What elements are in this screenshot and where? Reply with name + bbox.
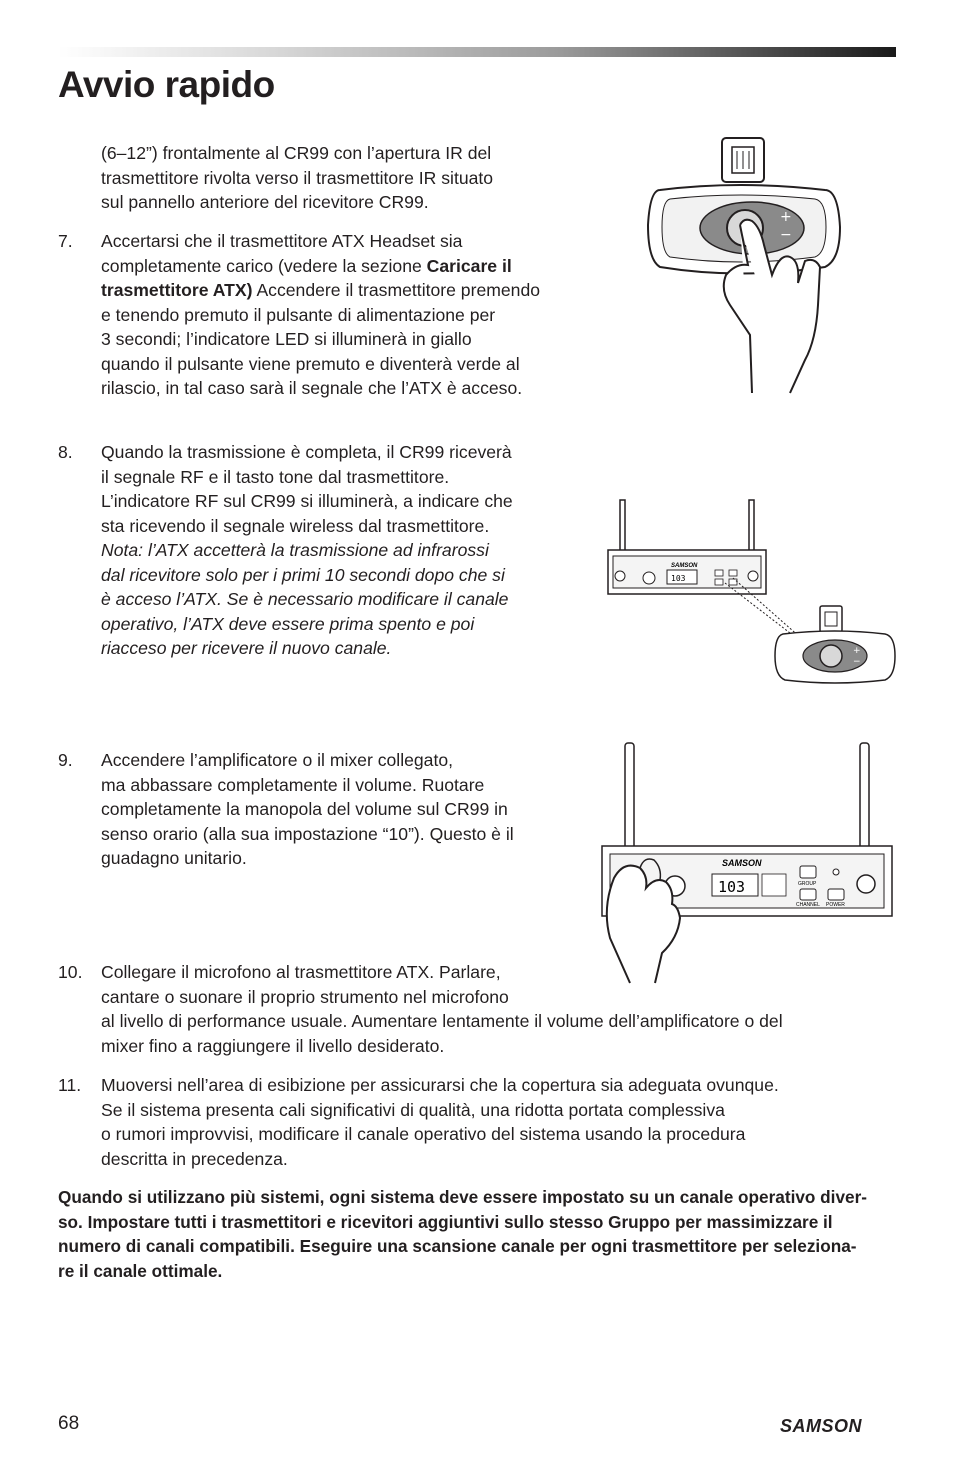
step-number: 10. xyxy=(58,962,83,982)
group-label: GROUP xyxy=(798,881,817,887)
step-line: L’indicatore RF sul CR99 si illuminerà, a indicare che xyxy=(101,491,513,511)
note-line: operativo, l’ATX deve essere prima spento e poi xyxy=(101,613,475,634)
receiver-volume-illustration xyxy=(600,738,900,988)
closing-line: numero di canali compatibili. Eseguire una scansione canale per ogni trasmettitore per seleziona- xyxy=(58,1236,857,1256)
intro-line: trasmettitore rivolta verso il trasmettitore IR situato xyxy=(101,167,494,188)
closing-line: Quando si utilizzano più sistemi, ogni sistema deve essere impostato su un canale operativo diver- xyxy=(58,1187,867,1207)
section-reference: trasmettitore ATX) xyxy=(101,280,253,300)
step-line: descritta in precedenza. xyxy=(101,1148,288,1169)
step-line: Accertarsi che il trasmettitore ATX Headset sia xyxy=(101,231,463,251)
intro-line: (6–12”) frontalmente al CR99 con l’apertura IR del xyxy=(101,143,492,163)
svg-text:−: − xyxy=(780,227,792,243)
step-line: Quando la trasmissione è completa, il CR99 riceverà xyxy=(101,442,512,462)
step-line: Accendere l’amplificatore o il mixer collegato, xyxy=(101,750,454,770)
note-line: è acceso l’ATX. Se è necessario modificare il canale xyxy=(101,589,509,609)
channel-label: CHANNEL xyxy=(796,902,820,908)
step-line: Se il sistema presenta cali significativi di qualità, una ridotta portata complessiva xyxy=(101,1099,725,1120)
step-line: il segnale RF e il tasto tone dal trasmettitore. xyxy=(101,466,450,487)
closing-line: re il canale ottimale. xyxy=(58,1260,223,1281)
note-line: riacceso per ricevere il nuovo canale. xyxy=(101,638,392,658)
step-text: completamente carico (vedere la sezione xyxy=(101,255,427,276)
step-text: Accendere il trasmettitore premendo xyxy=(252,280,541,300)
step-line xyxy=(101,254,512,279)
receiver-display: 103 xyxy=(718,878,746,896)
step-line: mixer fino a raggiungere il livello desiderato. xyxy=(101,1035,445,1056)
closing-line: so. Impostare tutti i trasmettitori e ricevitori aggiuntivi sullo stesso Gruppo per massimizzare il xyxy=(58,1211,833,1232)
transmitter-power-illustration xyxy=(640,135,850,395)
svg-text:−: − xyxy=(853,657,861,667)
note-line: dal ricevitore solo per i primi 10 secondi dopo che si xyxy=(101,564,505,585)
step-line: Collegare il microfono al trasmettitore ATX. Parlare, xyxy=(101,962,501,982)
step-line: sta ricevendo il segnale wireless dal trasmettitore. xyxy=(101,515,490,536)
step-line: e tenendo premuto il pulsante di alimentazione per xyxy=(101,304,496,325)
power-label: POWER xyxy=(826,902,845,908)
page-title: Avvio rapido xyxy=(58,64,275,105)
step-line: Muoversi nell’area di esibizione per assicurarsi che la copertura sia adeguata ovunque. xyxy=(101,1075,779,1095)
page-number: 68 xyxy=(58,1413,80,1434)
svg-text:+: + xyxy=(853,646,861,656)
receiver-brand: SAMSON xyxy=(722,858,762,868)
step-number: 11. xyxy=(58,1075,82,1095)
intro-line: sul pannello anteriore del ricevitore CR99. xyxy=(101,192,429,212)
section-reference: Caricare il xyxy=(426,255,512,276)
header-gradient-bar xyxy=(58,47,896,57)
step-line: rilascio, in tal caso sarà il segnale che l’ATX è acceso. xyxy=(101,378,523,398)
step-line: completamente la manopola del volume sul CR99 in xyxy=(101,799,508,819)
step-line: 3 secondi; l’indicatore LED si illuminerà in giallo xyxy=(101,329,472,349)
receiver-display: 103 xyxy=(671,574,686,583)
svg-text:SAMSON: SAMSON xyxy=(780,1416,863,1436)
step-line xyxy=(101,278,540,303)
receiver-brand: SAMSON xyxy=(671,563,698,569)
step-line: o rumori improvvisi, modificare il canale operativo del sistema usando la procedura xyxy=(101,1124,746,1144)
step-number: 9. xyxy=(58,750,73,770)
step-line: ma abbassare completamente il volume. Ruotare xyxy=(101,774,485,795)
step-line: guadagno unitario. xyxy=(101,848,247,868)
step-line: quando il pulsante viene premuto e diventerà verde al xyxy=(101,353,520,374)
receiver-transmitter-illustration xyxy=(605,498,900,688)
step-line: senso orario (alla sua impostazione “10”). Questo è il xyxy=(101,823,514,844)
step-line: al livello di performance usuale. Aumentare lentamente il volume dell’amplificatore o del xyxy=(101,1011,783,1031)
step-number: 8. xyxy=(58,442,73,462)
samson-logo xyxy=(780,1413,896,1437)
step-line: cantare o suonare il proprio strumento nel microfono xyxy=(101,986,509,1007)
note-line: Nota: l’ATX accetterà la trasmissione ad infrarossi xyxy=(101,540,489,560)
step-number: 7. xyxy=(58,231,73,251)
svg-text:+: + xyxy=(780,209,792,225)
